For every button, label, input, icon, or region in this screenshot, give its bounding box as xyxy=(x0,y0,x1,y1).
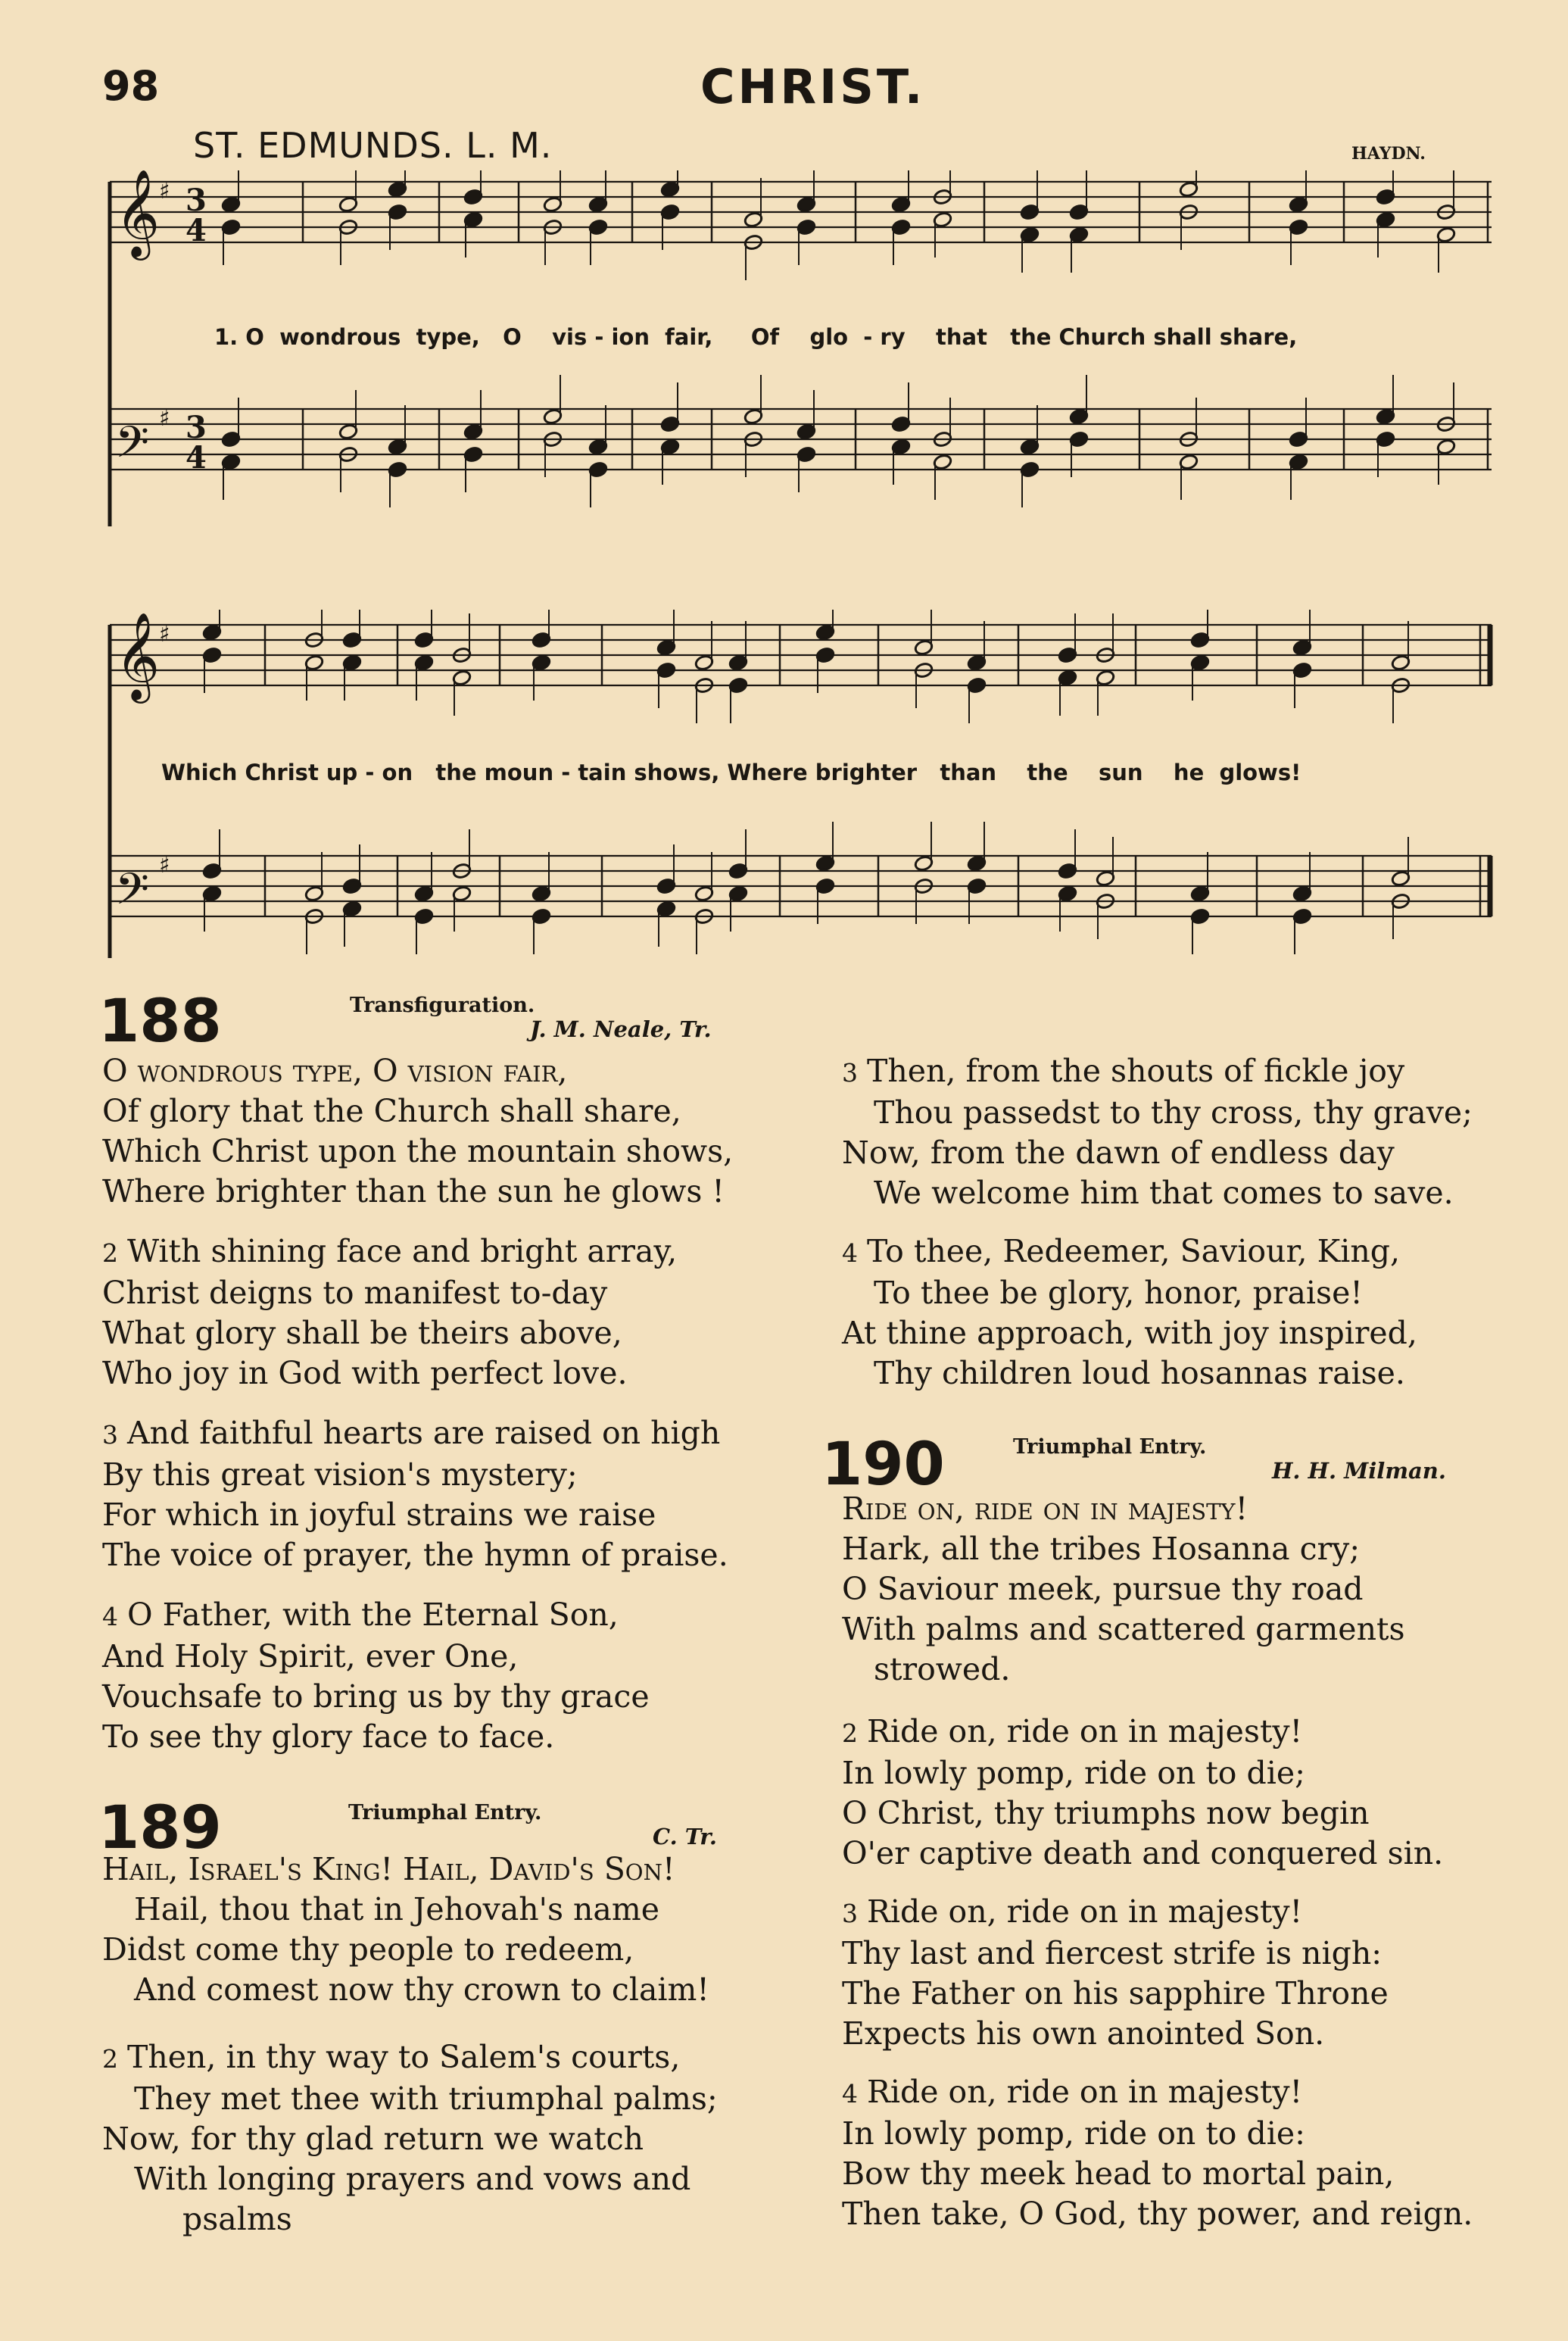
time-signature-bottom: 4 xyxy=(185,213,207,248)
verse-line: Now, from the dawn of endless day xyxy=(842,1135,1395,1171)
verse-line: Hail, Israel's King! Hail, David's Son! xyxy=(102,1851,675,1887)
verse-line: Ride on, ride on in majesty! xyxy=(842,1490,1248,1527)
verse-line: Which Christ upon the mountain shows, xyxy=(102,1133,734,1169)
verse-line: Where brighter than the sun he glows ! xyxy=(102,1173,725,1210)
verse-line: Bow thy meek head to mortal pain, xyxy=(842,2155,1395,2192)
verse-line: Hark, all the tribes Hosanna cry; xyxy=(842,1531,1361,1567)
verse-number: 3 xyxy=(842,1899,858,1928)
hymn-topic: Triumphal Entry. xyxy=(1013,1435,1207,1459)
hymn-188-verse-2 xyxy=(102,1231,677,1394)
hymn-author: C. Tr. xyxy=(653,1824,717,1849)
verse-line: To see thy glory face to face. xyxy=(102,1718,555,1755)
verse-line xyxy=(102,1051,733,1091)
key-sharp: ♯ xyxy=(159,178,170,204)
verse-line: And comest now thy crown to claim! xyxy=(134,1971,709,2008)
verse-line: Ride on, ride on in majesty! xyxy=(867,1893,1303,1930)
verse-line: And faithful hearts are raised on high xyxy=(127,1415,721,1451)
verse-line: To thee, Redeemer, Saviour, King, xyxy=(867,1233,1401,1269)
hymn-189-verse-1 xyxy=(102,1849,709,2010)
verse-line: At thine approach, with joy inspired, xyxy=(842,1315,1417,1351)
section-title: CHRIST. xyxy=(700,59,926,114)
verse-line: Who joy in God with perfect love. xyxy=(102,1355,628,1391)
verse-line: We welcome him that comes to save. xyxy=(874,1175,1454,1211)
verse-line: Expects his own anointed Son. xyxy=(842,2015,1325,2052)
verse-line: O wondrous type, O vision fair, xyxy=(102,1053,568,1089)
verse-line: In lowly pomp, ride on to die; xyxy=(842,1755,1305,1791)
verse-line: Thy last and fiercest strife is nigh: xyxy=(842,1935,1383,1971)
lyrics-line-1: 1. O wondrous type, O vis - ion fair, Of glo - ry that the Church shall share, xyxy=(214,324,1298,350)
hymn-188-verse-4 xyxy=(102,1595,650,1757)
hymn-number: 190 xyxy=(821,1431,945,1499)
music-staff-system-1 xyxy=(98,170,1499,534)
bass-clef: 𝄢 xyxy=(115,863,150,925)
verse-line: Ride on, ride on in majesty! xyxy=(867,2074,1303,2110)
verse-line: O Father, with the Eternal Son, xyxy=(127,1597,619,1633)
verse-line: O'er captive death and conquered sin. xyxy=(842,1835,1444,1871)
bass-clef: 𝄢 xyxy=(115,417,150,479)
verse-line: Ride on, ride on in majesty! xyxy=(867,1713,1303,1750)
hymn-topic: Triumphal Entry. xyxy=(348,1801,542,1824)
key-sharp: ♯ xyxy=(159,852,170,879)
music-system-1 xyxy=(98,170,1499,534)
verse-line: Hail, thou that in Jehovah's name xyxy=(134,1891,660,1927)
verse-line: Then, in thy way to Salem's courts, xyxy=(127,2039,681,2075)
hymn-188-verse-1 xyxy=(102,1051,733,1212)
verse-line: With longing prayers and vows and xyxy=(134,2161,691,2197)
music-system-2 xyxy=(98,610,1499,966)
verse-number: 3 xyxy=(842,1058,858,1088)
verse-line: With shining face and bright array, xyxy=(127,1233,678,1269)
treble-clef: 𝄞 xyxy=(115,170,161,257)
verse-line: They met thee with triumphal palms; xyxy=(134,2080,718,2117)
verse-line: Vouchsafe to bring us by thy grace xyxy=(102,1678,650,1715)
hymn-topic: Transfiguration. xyxy=(350,994,535,1017)
hymn-author: J. M. Neale, Tr. xyxy=(530,1016,712,1042)
verse-number: 4 xyxy=(102,1602,118,1631)
verse-line: Then, from the shouts of fickle joy xyxy=(867,1053,1405,1089)
hymn-190-verse-1 xyxy=(842,1489,1405,1690)
verse-line: Christ deigns to manifest to-day xyxy=(102,1275,608,1311)
verse-line: Then take, O God, thy power, and reign. xyxy=(842,2196,1473,2232)
verse-line: To thee be glory, honor, praise! xyxy=(874,1275,1363,1311)
verse-number: 3 xyxy=(102,1420,118,1450)
verse-line: strowed. xyxy=(874,1651,1011,1687)
key-sharp: ♯ xyxy=(159,405,170,432)
verse-line: Thy children loud hosannas raise. xyxy=(874,1355,1405,1391)
verse-number: 2 xyxy=(102,1238,118,1268)
hymn-189-verse-2 xyxy=(102,2037,718,2240)
verse-line: The Father on his sapphire Throne xyxy=(842,1975,1389,2012)
verse-line: And Holy Spirit, ever One, xyxy=(102,1638,519,1675)
hymn-190-verse-2 xyxy=(842,1712,1443,1874)
verse-line: By this great vision's mystery; xyxy=(102,1456,578,1493)
verse-line: O Saviour meek, pursue thy road xyxy=(842,1571,1364,1607)
verse-line: Of glory that the Church shall share, xyxy=(102,1093,681,1129)
verse-number: 2 xyxy=(842,1718,858,1748)
hymn-189-verse-3 xyxy=(842,1051,1473,1213)
hymn-190-verse-4 xyxy=(842,2072,1473,2234)
music-staff-system-2 xyxy=(98,610,1499,966)
verse-number: 4 xyxy=(842,1238,858,1268)
verse-line: What glory shall be theirs above, xyxy=(102,1315,622,1351)
verse-number: 2 xyxy=(102,2044,118,2074)
verse-line: Didst come thy people to redeem, xyxy=(102,1931,634,1968)
hymn-number: 189 xyxy=(98,1794,222,1862)
verse-line: psalms xyxy=(182,2201,292,2237)
page-number: 98 xyxy=(102,62,160,110)
time-signature-top: 3 xyxy=(185,183,207,218)
hymn-189-verse-4 xyxy=(842,1231,1417,1394)
hymn-190-verse-3 xyxy=(842,1892,1389,2054)
verse-line: In lowly pomp, ride on to die: xyxy=(842,2115,1305,2152)
hymn-188-verse-3 xyxy=(102,1413,728,1575)
treble-clef: 𝄞 xyxy=(115,611,161,700)
composer-name: HAYDN. xyxy=(1351,144,1426,164)
verse-line: The voice of prayer, the hymn of praise. xyxy=(102,1537,728,1573)
key-sharp: ♯ xyxy=(159,621,170,648)
lyrics-line-2: Which Christ up - on the moun - tain shows, Where brighter than the sun he glows! xyxy=(161,760,1301,785)
verse-line: Now, for thy glad return we watch xyxy=(102,2121,644,2157)
tune-name: ST. EDMUNDS. L. M. xyxy=(193,125,553,166)
verse-line: Thou passedst to thy cross, thy grave; xyxy=(874,1094,1473,1131)
hymn-number: 188 xyxy=(98,988,222,1056)
verse-line: For which in joyful strains we raise xyxy=(102,1497,656,1533)
verse-line: With palms and scattered garments xyxy=(842,1611,1405,1647)
time-signature-bottom: 4 xyxy=(185,440,207,476)
time-signature-top: 3 xyxy=(185,410,207,445)
hymn-author: H. H. Milman. xyxy=(1272,1458,1446,1484)
verse-line: O Christ, thy triumphs now begin xyxy=(842,1795,1370,1831)
verse-number: 4 xyxy=(842,2079,858,2108)
